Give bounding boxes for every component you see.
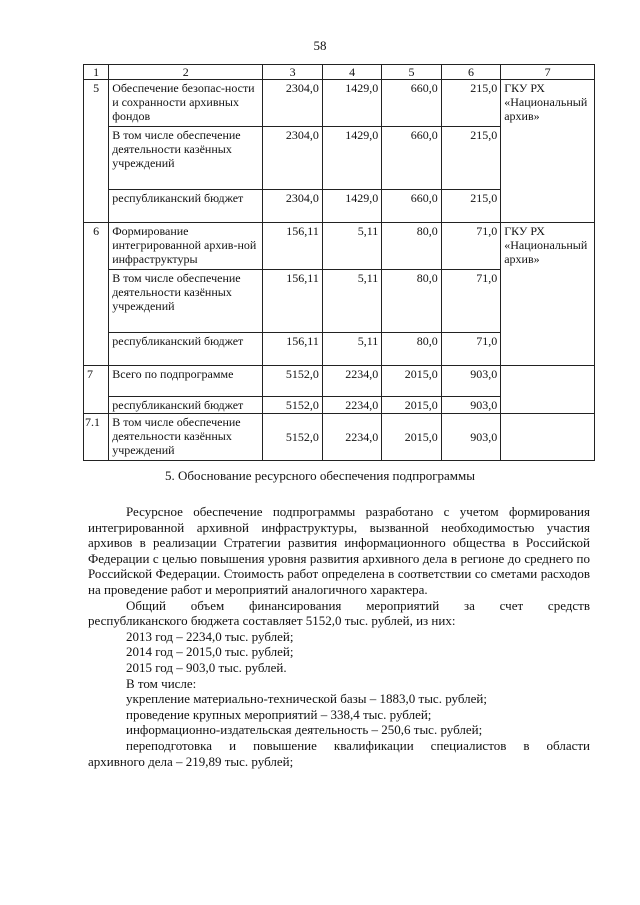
list-item: укрепление материально-технической базы – 1883,0 тыс. рублей;: [126, 691, 487, 707]
table-row: [84, 223, 595, 270]
cell-2014: 660,0: [382, 80, 441, 127]
year-line: 2013 год – 2234,0 тыс. рублей;: [126, 628, 294, 644]
page-number: 58: [313, 38, 327, 53]
cell-2015: 215,0: [441, 80, 500, 127]
executor-empty: [501, 366, 595, 414]
header-cell: 1: [84, 65, 109, 80]
cell-2015: 215,0: [441, 190, 500, 223]
row-name: В том числе обеспечение деятельности казённых учреждений: [109, 127, 263, 190]
table-row: [84, 366, 595, 397]
cell-total: 156,11: [263, 270, 322, 333]
executor: ГКУ РХ «Национальный архив»: [501, 223, 595, 366]
cell-total: 156,11: [263, 223, 322, 270]
table-row: [84, 414, 595, 461]
cell-2013: 2234,0: [322, 414, 381, 461]
row-name: В том числе обеспечение деятельности казённых учреждений: [109, 414, 263, 461]
cell-2013: 1429,0: [322, 80, 381, 127]
cell-total: 156,11: [263, 333, 322, 366]
row-number: 7.1: [84, 414, 109, 461]
header-cell: 4: [322, 65, 381, 80]
cell-2013: 5,11: [322, 223, 381, 270]
header-cell: 3: [263, 65, 322, 80]
cell-2015: 215,0: [441, 127, 500, 190]
cell-2015: 71,0: [441, 270, 500, 333]
year-line: 2015 год – 903,0 тыс. рублей.: [126, 659, 287, 675]
cell-2015: 71,0: [441, 223, 500, 270]
year-line: 2014 год – 2015,0 тыс. рублей;: [126, 644, 294, 660]
executor-empty: [501, 414, 595, 461]
cell-2013: 5,11: [322, 333, 381, 366]
cell-2015: 903,0: [441, 366, 500, 397]
cell-total: 5152,0: [263, 414, 322, 461]
table-header-row: [84, 65, 595, 80]
row-number: 6: [84, 223, 109, 366]
cell-2013: 1429,0: [322, 190, 381, 223]
row-number: 5: [84, 80, 109, 223]
cell-2013: 2234,0: [322, 366, 381, 397]
paragraph-line: республиканского бюджета составляет 5152,0 тыс. рублей, из них:: [88, 613, 456, 629]
header-cell: 7: [501, 65, 595, 80]
row-name: Всего по подпрограмме: [109, 366, 263, 397]
cell-2015: 71,0: [441, 333, 500, 366]
cell-2013: 2234,0: [322, 397, 381, 414]
cell-total: 2304,0: [263, 127, 322, 190]
cell-total: 5152,0: [263, 397, 322, 414]
row-name: Формирование интегрированной архив-ной инфраструктуры: [109, 223, 263, 270]
list-item: переподготовка и повышение квалификации специалистов в области: [126, 737, 590, 753]
header-cell: 2: [109, 65, 263, 80]
row-name: республиканский бюджет: [109, 397, 263, 414]
cell-2014: 660,0: [382, 190, 441, 223]
cell-2014: 2015,0: [382, 397, 441, 414]
row-name: республиканский бюджет: [109, 333, 263, 366]
paragraph: Ресурсное обеспечение подпрограммы разработано с учетом формирования интегрированной архивной инфраструктуры, вызванной необходимостью участия архивов в реализации Стратегии развития информационного общества в Российской Федерации с целью повышения уровня развития архивного дела в регионе до среднего по Российской Федерации. Стоимость работ определена в соответствии со сметами расходов на проведение работ и мероприятий аналогичного характера.: [88, 504, 590, 597]
row-name: Обеспечение безопас-ности и сохранности архивных фондов: [109, 80, 263, 127]
cell-total: 2304,0: [263, 80, 322, 127]
row-name: республиканский бюджет: [109, 190, 263, 223]
funding-table: [83, 64, 595, 461]
section-title: 5. Обоснование ресурсного обеспечения подпрограммы: [164, 468, 475, 483]
cell-2013: 5,11: [322, 270, 381, 333]
cell-2013: 1429,0: [322, 127, 381, 190]
cell-2015: 903,0: [441, 397, 500, 414]
cell-2014: 2015,0: [382, 414, 441, 461]
header-cell: 5: [382, 65, 441, 80]
header-cell: 6: [441, 65, 500, 80]
cell-2014: 80,0: [382, 333, 441, 366]
row-number: 7: [84, 366, 109, 414]
list-item: информационно-издательская деятельность – 250,6 тыс. рублей;: [126, 722, 483, 738]
list-item-continuation: архивного дела – 219,89 тыс. рублей;: [88, 753, 294, 769]
including-label: В том числе:: [126, 675, 197, 691]
executor: ГКУ РХ «Национальный архив»: [501, 80, 595, 223]
paragraph-line: Общий объем финансирования мероприятий за счет средств: [126, 597, 590, 613]
cell-2014: 2015,0: [382, 366, 441, 397]
list-item: проведение крупных мероприятий – 338,4 тыс. рублей;: [126, 706, 432, 722]
table-row: [84, 80, 595, 127]
cell-2015: 903,0: [441, 414, 500, 461]
cell-2014: 660,0: [382, 127, 441, 190]
body-text: [88, 504, 590, 769]
cell-total: 2304,0: [263, 190, 322, 223]
cell-total: 5152,0: [263, 366, 322, 397]
cell-2014: 80,0: [382, 270, 441, 333]
row-name: В том числе обеспечение деятельности казённых учреждений: [109, 270, 263, 333]
cell-2014: 80,0: [382, 223, 441, 270]
